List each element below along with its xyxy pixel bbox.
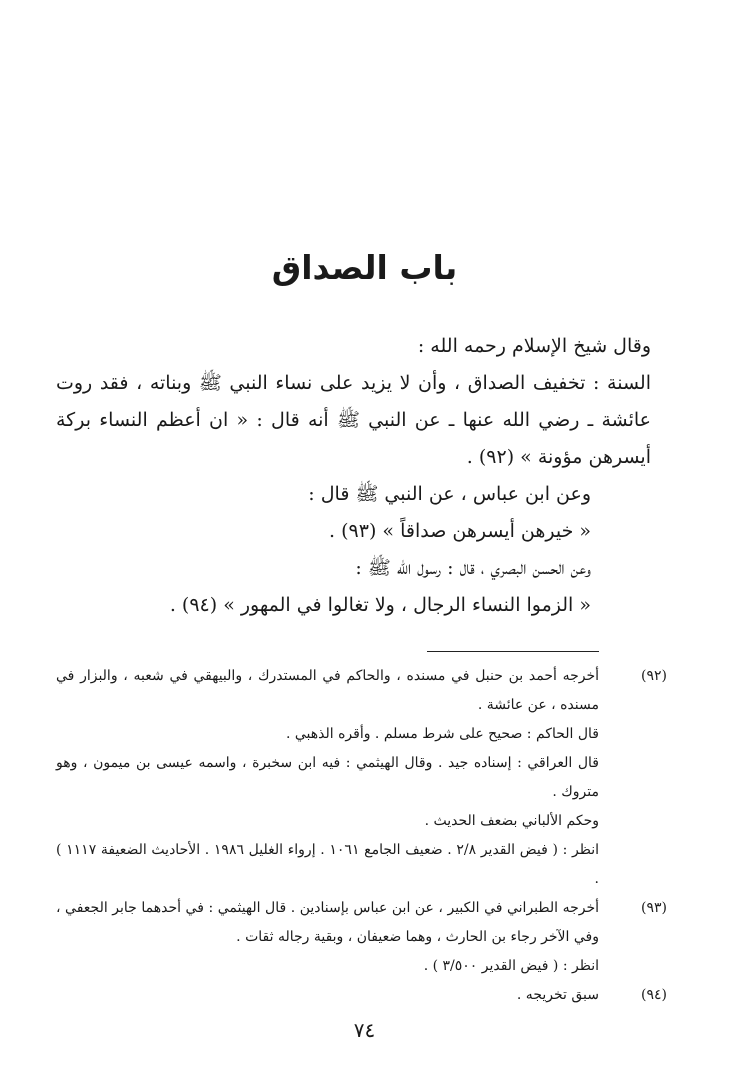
footnote-line: وحكم الألباني بضعف الحديث . — [424, 813, 599, 829]
footnotes — [56, 662, 667, 1010]
footnote-line: أخرجه أحمد بن حنبل في مسنده ، والحاكم في المستدرك ، والبيهقي في شعبه ، والبزار في مسنده ، عن عائشة . — [56, 668, 599, 713]
page-number: ٧٤ — [353, 1018, 376, 1042]
paragraph-hasan-basri: وعن الحسن البصري ، قال : رسول الله ﷺ : — [355, 557, 591, 579]
footnote-number: (٩٣) — [641, 900, 667, 916]
footnote-number: (٩٤) — [641, 987, 667, 1003]
footnote-line: سبق تخريجه . — [516, 987, 599, 1003]
footnote-93 — [56, 894, 667, 981]
main-text — [56, 328, 651, 624]
paragraph-ibn-abbas: وعن ابن عباس ، عن النبي ﷺ قال : — [308, 483, 591, 505]
intro-line: وقال شيخ الإسلام رحمه الله : — [417, 335, 651, 357]
hadith-quote-1: « خيرهن أيسرهن صداقاً » (٩٣) . — [329, 520, 591, 542]
footnote-line: انظر : ( فيض القدير ٢/٨ . ضعيف الجامع ١٠٦١ . إرواء الغليل ١٩٨٦ . الأحاديث الضعيفة ١١١٧ ) . — [56, 842, 599, 887]
footnote-94 — [56, 981, 667, 1010]
hadith-quote-2: « الزموا النساء الرجال ، ولا تغالوا في المهور » (٩٤) . — [169, 594, 591, 616]
paragraph-sunnah: السنة : تخفيف الصداق ، وأن لا يزيد على نساء النبي ﷺ وبناته ، فقد روت عائشة ـ رضي الله عنها ـ عن النبي ﷺ أنه قال : « ان أعظم النساء بركة أيسرهن مؤونة » (٩٢) . — [56, 372, 651, 468]
footnote-line: قال الحاكم : صحيح على شرط مسلم . وأقره الذهبي . — [285, 726, 599, 742]
footnote-92 — [56, 662, 667, 894]
footnote-divider — [427, 651, 599, 652]
footnote-line: انظر : ( فيض القدير ٣/٥٠٠ ) . — [423, 958, 599, 974]
chapter-title: باب الصداق — [271, 248, 458, 287]
footnote-number: (٩٢) — [641, 668, 667, 684]
footnote-line: قال العراقي : إسناده جيد . وقال الهيثمي : فيه ابن سخبرة ، واسمه عيسى بن ميمون ، وهو متروك . — [56, 755, 599, 800]
footnote-line: أخرجه الطبراني في الكبير ، عن ابن عباس بإسنادين . قال الهيثمي : في أحدهما جابر الجعفي ، وفي الآخر رجاء بن الحارث ، وهما ضعيفان ، وبقية رجاله ثقات . — [56, 900, 599, 945]
